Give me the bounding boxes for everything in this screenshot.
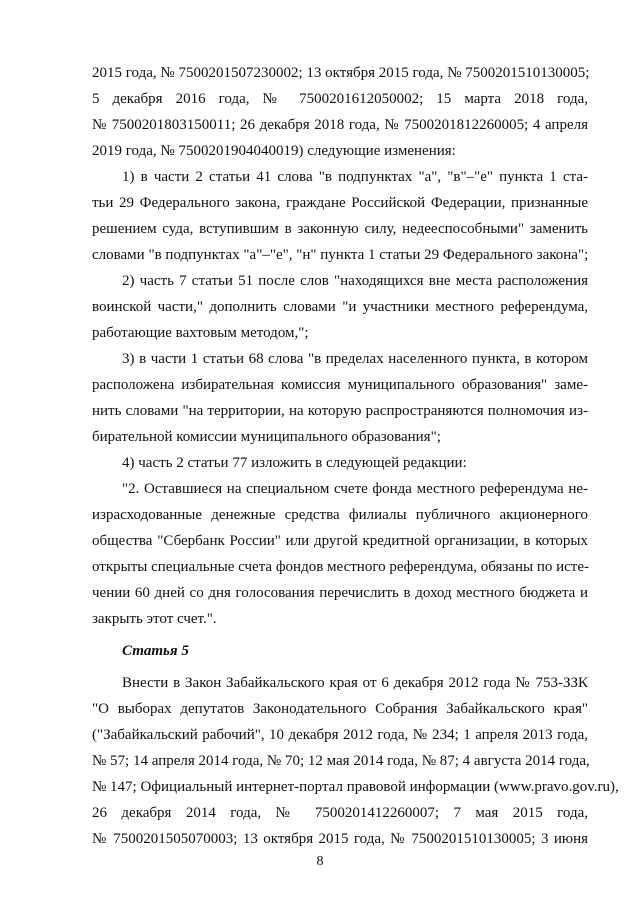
text-line: Внести в Закон Забайкальского края от 6 декабря 2012 года № 753-ЗЗК — [122, 675, 588, 691]
text-line: израсходованные денежные средства филиалы публичного акционерного — [92, 507, 588, 523]
text-line: 1) в части 2 статьи 41 слова "в подпунктах "а", "в"–"е" пункта 1 ста- — [122, 169, 588, 185]
text-line: 2) часть 7 статьи 51 после слов "находящихся вне места расположения — [122, 273, 588, 289]
text-line: словами "в подпунктах "а"–"е", "н" пункта 1 статьи 29 Федерального закона"; — [92, 247, 589, 263]
text-line: "2. Оставшиеся на специальном счете фонда местного референдума не- — [122, 481, 588, 497]
text-line: расположена избирательная комиссия муниципального образования" заме- — [92, 377, 588, 393]
text-line: открыты специальные счета фондов местного референдума, обязаны по исте- — [92, 559, 589, 575]
text-line: 3) в части 1 статьи 68 слова "в пределах населенного пункта, в котором — [122, 351, 588, 367]
text-line: 5 декабря 2016 года, № 7500201612050002; 15 марта 2018 года, — [92, 91, 588, 107]
text-line: тьи 29 Федерального закона, граждане Российской Федерации, признанные — [92, 195, 588, 211]
text-line: № 147; Официальный интернет-портал правовой информации (www.pravo.gov.ru), — [92, 779, 619, 795]
text-line: 4) часть 2 статьи 77 изложить в следующей редакции: — [122, 455, 467, 471]
text-line: № 7500201803150011; 26 декабря 2018 года, № 7500201812260005; 4 апреля — [92, 117, 588, 133]
text-line: работающие вахтовым методом,"; — [92, 325, 309, 341]
text-line: ("Забайкальский рабочий", 10 декабря 2012 года, № 234; 1 апреля 2013 года, — [92, 727, 588, 743]
article-heading: Статья 5 — [122, 643, 189, 659]
text-line: чении 60 дней со дня голосования перечислить в доход местного бюджета и — [92, 585, 588, 601]
text-line: 2015 года, № 7500201507230002; 13 октября 2015 года, № 7500201510130005; — [92, 65, 590, 81]
text-line: 26 декабря 2014 года, № 7500201412260007; 7 мая 2015 года, — [92, 805, 588, 821]
text-line: бирательной комиссии муниципального образования"; — [92, 429, 441, 445]
page-number: 8 — [316, 854, 324, 869]
text-line: закрыть этот счет.". — [92, 611, 217, 627]
text-line: нить словами "на территории, на которую распространяются полномочия из- — [92, 403, 588, 419]
text-line: общества "Сбербанк России" или другой кредитной организации, в которых — [92, 533, 588, 549]
text-line: решением суда, вступившим в законную силу, недееспособными" заменить — [92, 221, 588, 237]
text-line: воинской части," дополнить словами "и участники местного референдума, — [92, 299, 588, 315]
text-line: 2019 года, № 7500201904040019) следующие изменения: — [92, 143, 456, 159]
text-line: № 57; 14 апреля 2014 года, № 70; 12 мая 2014 года, № 87; 4 августа 2014 года, — [92, 753, 590, 769]
text-line: "О выборах депутатов Законодательного Собрания Забайкальского края" — [92, 701, 588, 717]
text-line: № 7500201505070003; 13 октября 2015 года, № 7500201510130005; 3 июня — [92, 831, 588, 847]
